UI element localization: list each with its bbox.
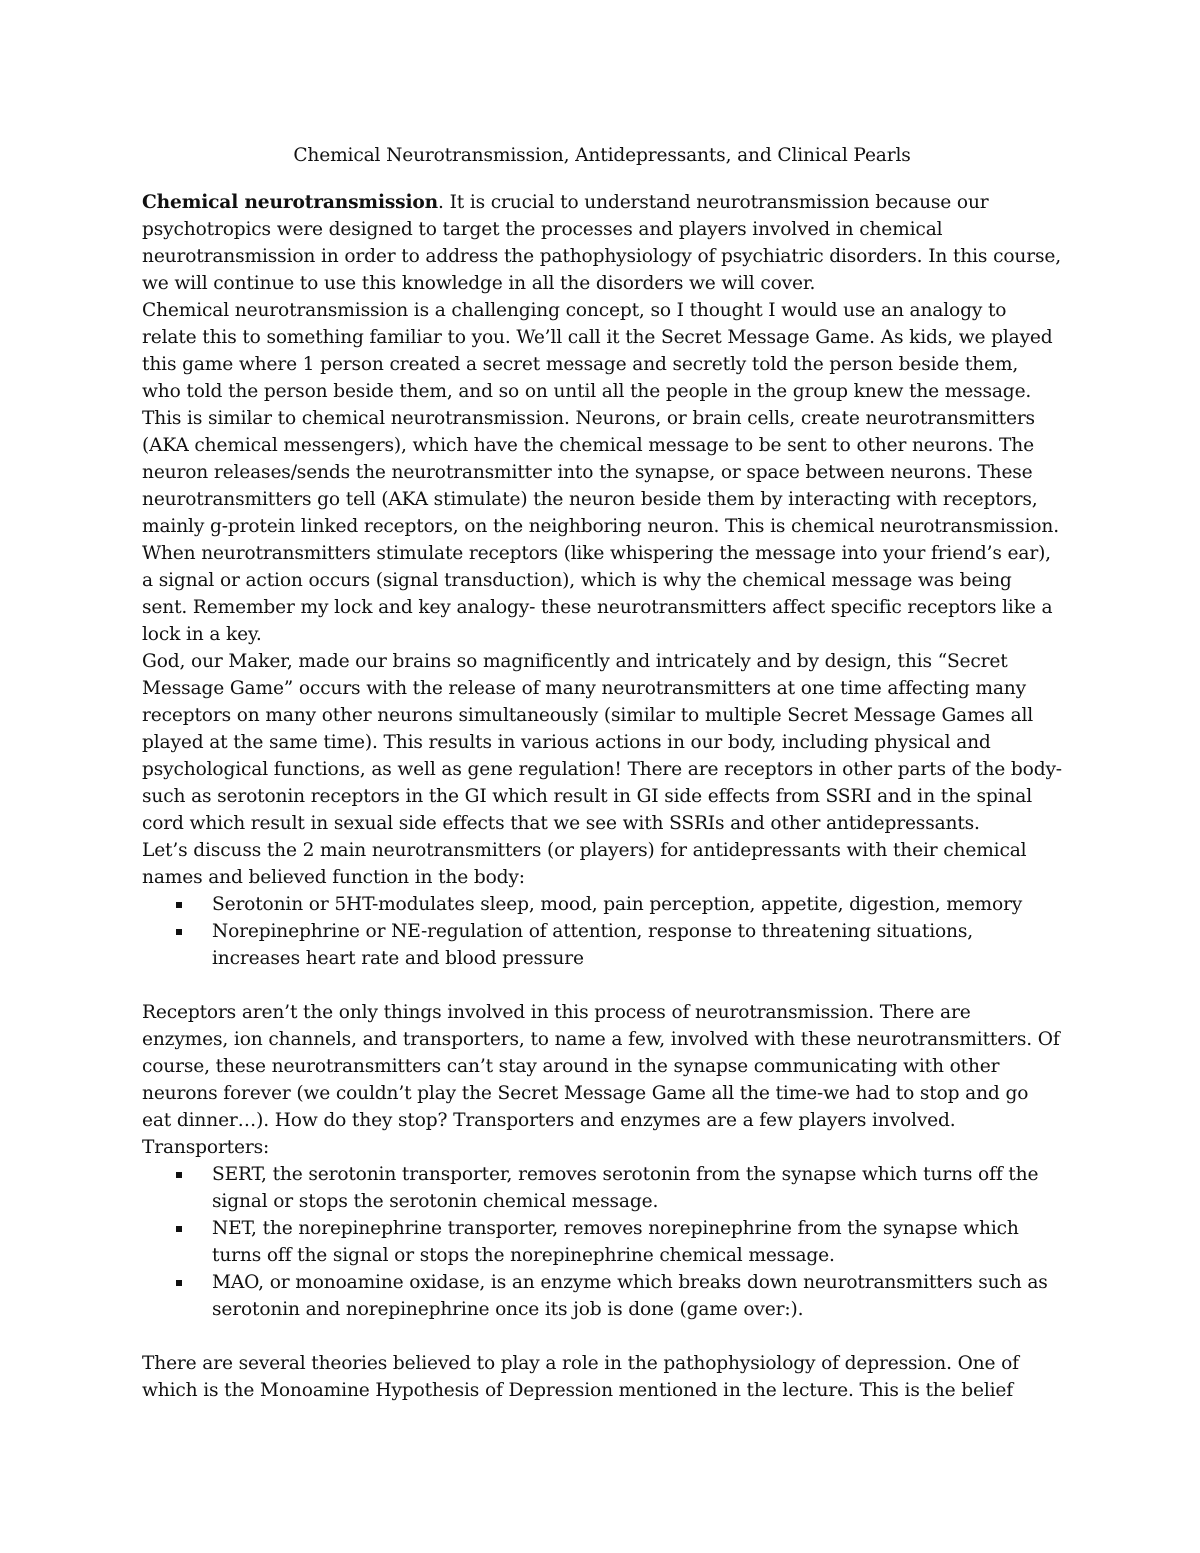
- section2-paragraph-1: Receptors aren’t the only things involved in this process of neurotransmission. There are enzymes, ion channels, and transporters, to name a few, involved with these neurotransmitters. Of course, these neurotransmitters can’t stay around in the synapse communicating with other neurons forever (we couldn’t play the Secret Message Game all the time-we had to stop and go eat dinner…). How do they stop? Transporters and enzymes are a few players involved.: [142, 1002, 1060, 1131]
- square-bullet-icon: [176, 1172, 182, 1178]
- square-bullet-icon: [176, 1280, 182, 1286]
- list-item: [142, 1269, 1062, 1323]
- section1-heading: Chemical neurotransmission: [142, 192, 439, 213]
- section1-paragraph-3: God, our Maker, made our brains so magnificently and intricately and by design, this “Secret Message Game” occurs with the release of many neurotransmitters at one time affecting many receptors on many other neurons simultaneously (similar to multiple Secret Message Games all played at the same time). This results in various actions in our body, including physical and psychological functions, as well as gene regulation! There are receptors in other parts of the body-such as serotonin receptors in the GI which result in GI side effects from SSRI and in the spinal cord which result in sexual side effects that we see with SSRIs and other antidepressants.: [142, 651, 1062, 834]
- section1-paragraph-2: Chemical neurotransmission is a challenging concept, so I thought I would use an analogy to relate this to something familiar to you. We’ll call it the Secret Message Game. As kids, we played this game where 1 person created a secret message and secretly told the person beside them, who told the person beside them, and so on until all the people in the group knew the message. This is similar to chemical neurotransmission. Neurons, or brain cells, create neurotransmitters (AKA chemical messengers), which have the chemical message to be sent to other neurons. The neuron releases/sends the neurotransmitter into the synapse, or space between neurons. These neurotransmitters go tell (AKA stimulate) the neuron beside them by interacting with receptors, mainly g-protein linked receptors, on the neighboring neuron. This is chemical neurotransmission. When neurotransmitters stimulate receptors (like whispering the message into your friend’s ear), a signal or action occurs (signal transduction), which is why the chemical message was being sent. Remember my lock and key analogy- these neurotransmitters affect specific receptors like a lock in a key.: [142, 300, 1059, 645]
- list-item: [142, 1215, 1062, 1269]
- section1-intro: [142, 189, 1062, 297]
- paragraph-spacer: [142, 972, 1062, 999]
- square-bullet-icon: [176, 1226, 182, 1232]
- section2-paragraph-2: Transporters:: [142, 1137, 270, 1158]
- list-item: [142, 918, 1062, 972]
- paragraph-spacer: [142, 1323, 1062, 1350]
- list-item-text: MAO, or monoamine oxidase, is an enzyme which breaks down neurotransmitters such as serotonin and norepinephrine once its job is done (game over:).: [212, 1272, 1048, 1320]
- list-item-text: NET, the norepinephrine transporter, removes norepinephrine from the synapse which turns off the signal or stops the norepinephrine chemical message.: [212, 1218, 1019, 1266]
- list-item: [142, 1161, 1062, 1215]
- document-title: Chemical Neurotransmission, Antidepressants, and Clinical Pearls: [293, 145, 911, 166]
- list-item: [142, 891, 1062, 918]
- section1-paragraph-4: Let’s discuss the 2 main neurotransmitters (or players) for antidepressants with their chemical names and believed function in the body:: [142, 840, 1027, 888]
- list-item-text: SERT, the serotonin transporter, removes serotonin from the synapse which turns off the signal or stops the serotonin chemical message.: [212, 1164, 1039, 1212]
- neurotransmitter-list: [142, 891, 1062, 972]
- section3-paragraph-1: There are several theories believed to play a role in the pathophysiology of depression. One of which is the Monoamine Hypothesis of Depression mentioned in the lecture. This is the belief: [142, 1353, 1019, 1401]
- square-bullet-icon: [176, 929, 182, 935]
- list-item-text: Serotonin or 5HT-modulates sleep, mood, pain perception, appetite, digestion, memory: [212, 894, 1023, 915]
- square-bullet-icon: [176, 902, 182, 908]
- document-page: [142, 142, 1062, 1404]
- transporter-list: [142, 1161, 1062, 1323]
- section1-intro-text: . It is crucial to understand neurotransmission because our psychotropics were designed to target the processes and players involved in chemical neurotransmission in order to address the pathophysiology of psychiatric disorders. In this course, we will continue to use this knowledge in all the disorders we will cover.: [142, 192, 1061, 294]
- list-item-text: Norepinephrine or NE-regulation of attention, response to threatening situations, increases heart rate and blood pressure: [212, 921, 974, 969]
